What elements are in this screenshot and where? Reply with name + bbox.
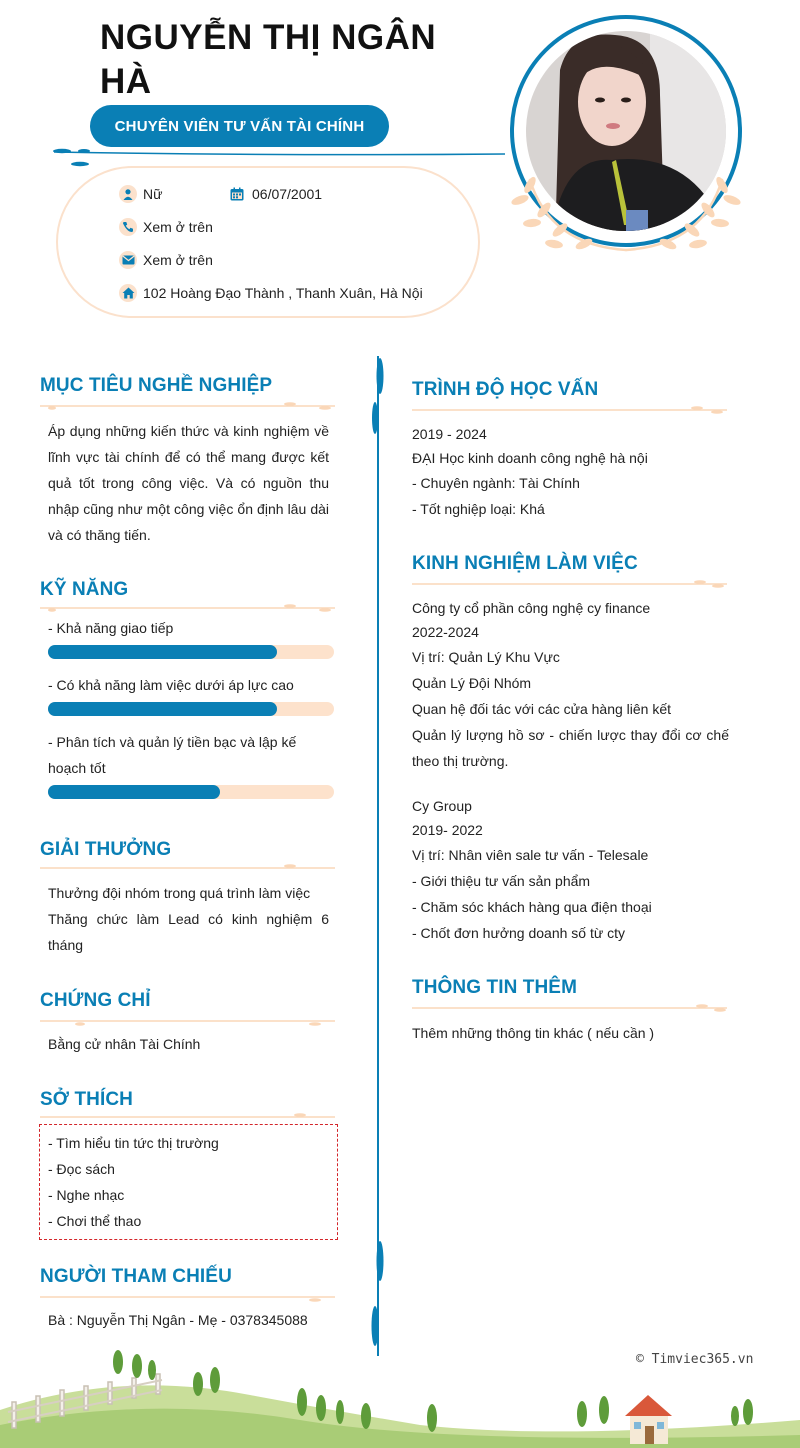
job-position: Vị trí: Quản Lý Khu Vực bbox=[412, 649, 560, 665]
job-company: Cy Group bbox=[412, 798, 472, 814]
landscape-illustration bbox=[0, 1340, 800, 1448]
certificate-item: Bằng cử nhân Tài Chính bbox=[48, 1036, 201, 1052]
hobbies-title: SỞ THÍCH bbox=[40, 1089, 134, 1110]
section-line-decoration bbox=[40, 1112, 340, 1124]
phone-row bbox=[119, 218, 213, 236]
calendar-icon bbox=[228, 185, 246, 203]
gender-value: Nữ bbox=[143, 186, 163, 202]
skill-label: - Phân tích và quản lý tiền bạc và lập kế hoạch tốt bbox=[48, 734, 297, 776]
envelope-icon bbox=[119, 251, 137, 269]
job-detail: Quan hệ đối tác với các cửa hàng liên kết bbox=[412, 701, 672, 717]
award-item: Thăng chức làm Lead có kinh nghiệm 6 tháng bbox=[48, 911, 329, 953]
job-detail: - Giới thiệu tư vấn sản phẩm bbox=[412, 873, 591, 889]
reference-item: Bà : Nguyễn Thị Ngân - Mẹ - 0378345088 bbox=[48, 1312, 308, 1328]
education-grade: - Tốt nghiệp loại: Khá bbox=[412, 501, 545, 517]
avatar bbox=[500, 10, 750, 265]
job-title-badge: CHUYÊN VIÊN TƯ VẤN TÀI CHÍNH bbox=[90, 105, 389, 147]
career-goal-text: Áp dụng những kiến thức và kinh nghiệm về lĩnh vực tài chính để có thể mang được kết quả tốt trong công việc. Và có nguồn thu nhập cũng như một công việc ổn định lâu dài và có thăng tiến. bbox=[48, 423, 329, 543]
skill-bar-fill bbox=[48, 785, 220, 799]
phone-icon bbox=[119, 218, 137, 236]
hobby-item: - Tìm hiểu tin tức thị trường bbox=[48, 1135, 219, 1151]
references-title: NGƯỜI THAM CHIẾU bbox=[40, 1266, 232, 1287]
job-detail: Quản Lý Đội Nhóm bbox=[412, 675, 532, 691]
hobby-item: - Nghe nhạc bbox=[48, 1187, 125, 1203]
skill-label: - Khả năng giao tiếp bbox=[48, 620, 174, 636]
email-row bbox=[119, 251, 213, 269]
job-detail: Quản lý lượng hồ sơ - chiến lược thay đổi cơ chế theo thị trường. bbox=[412, 727, 729, 769]
job-position: Vị trí: Nhân viên sale tư vấn - Telesale bbox=[412, 847, 649, 863]
section-line-decoration bbox=[412, 405, 732, 417]
award-item: Thưởng đội nhóm trong quá trình làm việc bbox=[48, 885, 311, 901]
birthday-value: 06/07/2001 bbox=[252, 186, 323, 202]
home-icon bbox=[119, 284, 137, 302]
extra-info-title: THÔNG TIN THÊM bbox=[412, 977, 577, 998]
birthday-row bbox=[228, 185, 322, 203]
email-value: Xem ở trên bbox=[143, 252, 213, 268]
extra-info-text: Thêm những thông tin khác ( nếu cần ) bbox=[412, 1025, 655, 1041]
education-major: - Chuyên ngành: Tài Chính bbox=[412, 475, 580, 491]
section-line-decoration bbox=[40, 401, 340, 413]
column-divider bbox=[370, 356, 388, 1356]
education-title: TRÌNH ĐỘ HỌC VẤN bbox=[412, 379, 599, 400]
hobby-item: - Đọc sách bbox=[48, 1161, 115, 1177]
education-period: 2019 - 2024 bbox=[412, 426, 487, 442]
job-period: 2022-2024 bbox=[412, 624, 479, 640]
education-school: ĐẠI Học kinh doanh công nghệ hà nội bbox=[412, 450, 648, 466]
job-detail: - Chốt đơn hưởng doanh số từ cty bbox=[412, 925, 625, 941]
certificates-title: CHỨNG CHỈ bbox=[40, 990, 151, 1011]
skill-bar-fill bbox=[48, 645, 277, 659]
job-period: 2019- 2022 bbox=[412, 822, 483, 838]
person-icon bbox=[119, 185, 137, 203]
career-goal-title: MỤC TIÊU NGHỀ NGHIỆP bbox=[40, 375, 273, 396]
skill-bar bbox=[48, 702, 334, 716]
skill-bar-fill bbox=[48, 702, 277, 716]
section-line-decoration bbox=[412, 1003, 732, 1015]
gender-row bbox=[119, 185, 162, 203]
section-line-decoration bbox=[40, 1016, 340, 1028]
job-company: Công ty cổ phần công nghệ cy finance bbox=[412, 600, 651, 616]
section-line-decoration bbox=[40, 1292, 340, 1304]
section-line-decoration bbox=[40, 603, 340, 615]
section-line-decoration bbox=[412, 579, 732, 591]
candidate-name: NGUYỄN THỊ NGÂN HÀ bbox=[100, 18, 437, 101]
skill-bar bbox=[48, 645, 334, 659]
experience-title: KINH NGHIỆM LÀM VIỆC bbox=[412, 553, 638, 574]
address-value: 102 Hoàng Đạo Thành , Thanh Xuân, Hà Nội bbox=[143, 285, 423, 301]
hobby-item: - Chơi thể thao bbox=[48, 1213, 142, 1229]
skills-title: KỸ NĂNG bbox=[40, 579, 129, 600]
awards-title: GIẢI THƯỞNG bbox=[40, 839, 172, 860]
skill-bar bbox=[48, 785, 334, 799]
section-line-decoration bbox=[40, 863, 340, 875]
job-detail: - Chăm sóc khách hàng qua điện thoại bbox=[412, 899, 652, 915]
skill-label: - Có khả năng làm việc dưới áp lực cao bbox=[48, 677, 294, 693]
phone-value: Xem ở trên bbox=[143, 219, 213, 235]
footer-credit: © Timviec365.vn bbox=[636, 1352, 754, 1367]
address-row bbox=[119, 284, 423, 302]
